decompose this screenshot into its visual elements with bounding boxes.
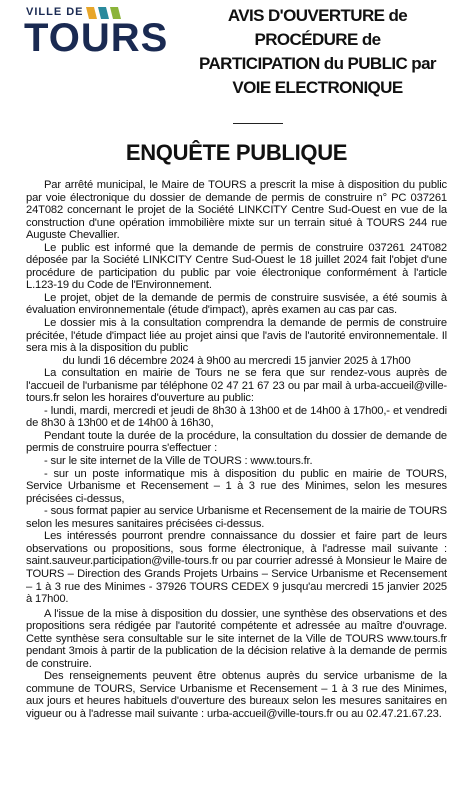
- logo-small-text: VILLE DE: [26, 6, 84, 18]
- ville-de-tours-logo: [24, 4, 184, 62]
- body-paragraph: Le public est informé que la demande de permis de construire 037261 24T082 déposée par la Société LINKCITY Centre Sud-Ouest le 18 juillet 2024 fait l'objet d'une procédure de participation du public par voie électronique conformément à l'article L.123-19 du Code de l'Environnement.: [26, 241, 447, 292]
- body-paragraph: Le projet, objet de la demande de permis de construire susvisée, a été soumis à évaluation environnementale (étude d'impact), après examen au cas par cas.: [26, 291, 447, 317]
- body-paragraph: Par arrêté municipal, le Maire de TOURS a prescrit la mise à disposition du public par voie électronique du dossier de demande de permis de construire n° PC 037261 24T082 concernant le projet de la Société LINKCITY Centre Sud-Ouest en vue de la construction d'une opération immobilière mixte sur un terrain situé à TOURS 244 rue Auguste Chevallier.: [26, 179, 447, 242]
- body-paragraph: La consultation en mairie de Tours ne se fera que sur rendez-vous auprès de l'accueil de l'urbanisme par téléphone 02 47 21 67 23 ou par mail à urba-accueil@ville-tours.fr selon les horaires d'ouverture au public:: [26, 367, 447, 405]
- body-paragraph: - lundi, mardi, mercredi et jeudi de 8h30 à 13h00 et de 14h00 à 17h00,- et vendredi de 8h30 à 13h00 et de 14h00 à 16h30,: [26, 404, 447, 430]
- availability-dates: du lundi 16 décembre 2024 à 9h00 au mercredi 15 janvier 2025 à 17h00: [62, 354, 411, 367]
- title-divider: [233, 123, 283, 124]
- body-paragraph: Pendant toute la durée de la procédure, la consultation du dossier de demande de permis de construire pourra s'effectuer :: [26, 429, 447, 455]
- body-paragraph: Les intéressés pourront prendre connaissance du dossier et faire part de leurs observations ou propositions, sous forme électronique, à l'adresse mail suivante : saint.sauveur.participation@ville-tours.fr ou par courrier adressé à Monsieur le Maire de TOURS – Direction des Grands Projets Urbains – Service Urbanisme et Recensement – 1 à 3 rue des Minimes - 37926 TOURS CEDEX 9 jusqu'au mercredi 15 janvier 2025 à 17h00.: [26, 530, 447, 606]
- notice-title: [180, 4, 455, 100]
- title-line: PARTICIPATION du PUBLIC par: [199, 54, 436, 73]
- header: [0, 0, 473, 130]
- notice-subtitle: ENQUÊTE PUBLIQUE: [125, 140, 348, 165]
- title-line: VOIE ELECTRONIQUE: [232, 78, 403, 97]
- title-line: PROCÉDURE de: [254, 30, 381, 49]
- body-paragraph: A l'issue de la mise à disposition du dossier, une synthèse des observations et des propositions sera rédigée par l'autorité compétente et adressée au maître d'ouvrage. Cette synthèse sera consultable sur le site internet de la Ville de TOURS www.tours.fr pendant 3mois à partir de la publication de la décision relative à la demande de permis de construire.: [26, 607, 447, 670]
- body-paragraph: Des renseignements peuvent être obtenus auprès du service urbanisme de la commune de TOURS, Service Urbanisme et Recensement – 1 à 3 rue des Minimes, aux jours et heures habituels d'ouverture des bureaux selon les mesures sanitaires en vigueur ou à l'adresse mail suivante : urba-accueil@ville-tours.fr ou au 02.47.21.67.23.: [26, 670, 447, 720]
- body-paragraph: - sous format papier au service Urbanisme et Recensement de la mairie de TOURS selon les mesures sanitaires précisées ci-dessus.: [26, 505, 447, 530]
- body-paragraph: - sur un poste informatique mis à disposition du public en mairie de TOURS, Service Urbanisme et Recensement – 1 à 3 rue des Minimes, selon les mesures précisées ci-dessus,: [26, 467, 447, 505]
- body-paragraph: Le dossier mis à la consultation comprendra la demande de permis de construire précitée, l'étude d'impact liée au projet ainsi que l'avis de l'autorité environnementale. Il sera mis à la disposition du public: [26, 317, 447, 355]
- body-paragraph: - sur le site internet de la Ville de TOURS : www.tours.fr.: [44, 455, 313, 468]
- title-line: AVIS D'OUVERTURE de: [227, 6, 408, 25]
- logo-big-text: TOURS: [24, 16, 169, 60]
- notice-body: [26, 179, 447, 721]
